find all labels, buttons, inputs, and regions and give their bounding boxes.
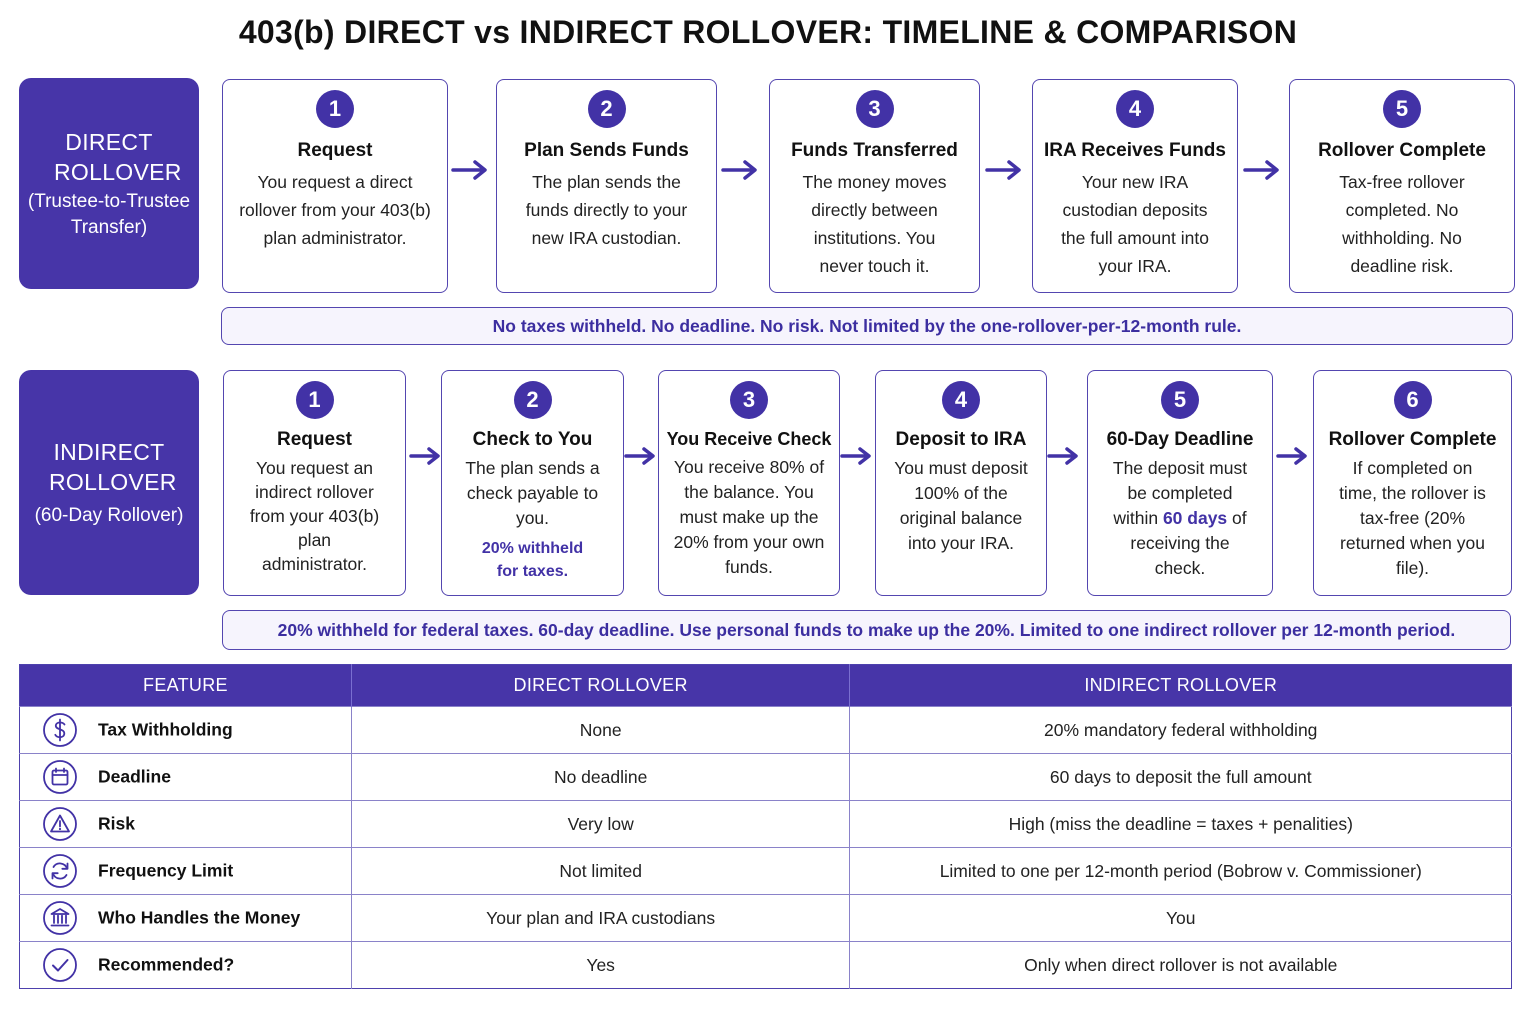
step-description — [1096, 456, 1264, 581]
withholding-highlight: 20% withheld for taxes. — [481, 540, 584, 580]
step-number: 4 — [942, 381, 980, 419]
feature-cell — [20, 801, 352, 848]
step-description: Tax-free rollover completed. No withholding. No deadline risk. — [1339, 172, 1465, 276]
step-description: If completed on time, the rollover is tax-free (20% returned when you file). — [1339, 458, 1486, 578]
indirect-cell: Only when direct rollover is not available — [850, 942, 1512, 989]
sixty-days-highlight: 60 days — [1162, 508, 1228, 528]
direct-cell: Your plan and IRA custodians — [351, 895, 850, 942]
header-indirect-rollover: INDIRECT ROLLOVER — [850, 665, 1512, 707]
direct-cell: Not limited — [351, 848, 850, 895]
deadline-text-start: The deposit must be completed within — [1112, 458, 1248, 528]
table-row — [20, 707, 1512, 754]
feature-cell — [20, 942, 352, 989]
table-row — [20, 895, 1512, 942]
indirect-cell: 60 days to deposit the full amount — [850, 754, 1512, 801]
step-number: 5 — [1161, 381, 1199, 419]
feature-label: Deadline — [98, 766, 171, 787]
step-number: 2 — [514, 381, 552, 419]
direct-step-3 — [769, 79, 980, 293]
step-description: You request a direct rollover from your 403(b) plan administrator. — [239, 172, 431, 248]
arrow-right-icon — [837, 444, 877, 468]
step-title: 60-Day Deadline — [1106, 429, 1254, 450]
deadline-text-end: of receiving the check. — [1130, 508, 1247, 578]
direct-label-subtitle: (Trustee-to-Trustee Transfer) — [27, 190, 191, 238]
feature-label: Recommended? — [98, 954, 235, 975]
indirect-step-1 — [223, 370, 406, 596]
step-description: The plan sends the funds directly to your new IRA custodian. — [525, 172, 688, 248]
header-direct-rollover: DIRECT ROLLOVER — [351, 665, 850, 707]
step-title: Request — [277, 429, 352, 450]
direct-cell: Yes — [351, 942, 850, 989]
step-number: 1 — [316, 90, 354, 128]
feature-label: Frequency Limit — [98, 860, 234, 881]
step-title: You Receive Check — [666, 429, 832, 449]
table-row — [20, 754, 1512, 801]
calendar-icon — [42, 759, 78, 795]
direct-rollover-label — [19, 78, 199, 289]
table-row — [20, 801, 1512, 848]
step-number: 3 — [730, 381, 768, 419]
direct-cell: No deadline — [351, 754, 850, 801]
indirect-step-2 — [441, 370, 624, 596]
step-description: The money moves directly between institutions. You never touch it. — [802, 172, 947, 276]
table-header-row — [20, 665, 1512, 707]
step-description: The plan sends a check payable to you. — [465, 458, 600, 528]
step-title: Request — [297, 140, 373, 161]
direct-step-2 — [496, 79, 717, 293]
arrow-right-icon — [1243, 158, 1283, 182]
indirect-label-title: INDIRECT ROLLOVER — [49, 438, 177, 495]
feature-label: Who Handles the Money — [98, 907, 301, 928]
arrow-right-icon — [721, 158, 761, 182]
direct-step-4 — [1032, 79, 1238, 293]
indirect-step-5 — [1087, 370, 1273, 596]
step-title: Rollover Complete — [1318, 140, 1486, 161]
arrow-right-icon — [1044, 444, 1084, 468]
arrow-right-icon — [621, 444, 661, 468]
indirect-summary-banner: 20% withheld for federal taxes. 60-day deadline. Use personal funds to make up the 20%. Limited to one indirect rollover per 12-month period. — [222, 610, 1511, 650]
refresh-icon — [42, 853, 78, 889]
table-row — [20, 942, 1512, 989]
step-description: You must deposit 100% of the original balance into your IRA. — [894, 458, 1028, 553]
indirect-rollover-label — [19, 370, 199, 595]
step-description: You request an indirect rollover from your 403(b) plan administrator. — [249, 458, 380, 574]
comparison-table — [19, 664, 1512, 989]
step-title: Plan Sends Funds — [524, 140, 689, 161]
feature-label: Risk — [98, 813, 135, 834]
checkmark-icon — [42, 947, 78, 983]
indirect-step-3 — [658, 370, 840, 596]
indirect-step-6 — [1313, 370, 1512, 596]
step-number: 3 — [856, 90, 894, 128]
page-title: 403(b) DIRECT vs INDIRECT ROLLOVER: TIMELINE & COMPARISON — [238, 14, 1298, 50]
step-description: Your new IRA custodian deposits the full amount into your IRA. — [1061, 172, 1209, 276]
step-number: 2 — [588, 90, 626, 128]
step-number: 4 — [1116, 90, 1154, 128]
dollar-icon — [42, 712, 78, 748]
direct-step-1 — [222, 79, 448, 293]
indirect-label-subtitle: (60-Day Rollover) — [34, 504, 184, 526]
indirect-cell: You — [850, 895, 1512, 942]
direct-cell: Very low — [351, 801, 850, 848]
table-row — [20, 848, 1512, 895]
arrow-right-icon — [1273, 444, 1313, 468]
step-number: 5 — [1383, 90, 1421, 128]
direct-label-title: DIRECT ROLLOVER — [54, 128, 182, 185]
indirect-cell: 20% mandatory federal withholding — [850, 707, 1512, 754]
indirect-step-4 — [875, 370, 1047, 596]
feature-cell — [20, 707, 352, 754]
indirect-cell: Limited to one per 12-month period (Bobrow v. Commissioner) — [850, 848, 1512, 895]
step-title: Check to You — [472, 429, 593, 450]
arrow-right-icon — [451, 158, 491, 182]
feature-cell — [20, 848, 352, 895]
arrow-right-icon — [406, 444, 446, 468]
bank-icon — [42, 900, 78, 936]
header-feature: FEATURE — [20, 665, 352, 707]
step-title: IRA Receives Funds — [1044, 140, 1226, 161]
step-number: 1 — [296, 381, 334, 419]
feature-cell — [20, 754, 352, 801]
step-title: Deposit to IRA — [895, 429, 1027, 450]
arrow-right-icon — [985, 158, 1025, 182]
direct-summary-banner: No taxes withheld. No deadline. No risk. Not limited by the one-rollover-per-12-month rule. — [221, 307, 1513, 345]
step-number: 6 — [1394, 381, 1432, 419]
feature-label: Tax Withholding — [98, 719, 233, 740]
step-description: You receive 80% of the balance. You must make up the 20% from your own funds. — [673, 457, 825, 577]
direct-cell: None — [351, 707, 850, 754]
indirect-cell: High (miss the deadline = taxes + penalities) — [850, 801, 1512, 848]
direct-step-5 — [1289, 79, 1515, 293]
warning-icon — [42, 806, 78, 842]
step-title: Rollover Complete — [1328, 429, 1497, 450]
step-title: Funds Transferred — [791, 140, 958, 161]
feature-cell — [20, 895, 352, 942]
